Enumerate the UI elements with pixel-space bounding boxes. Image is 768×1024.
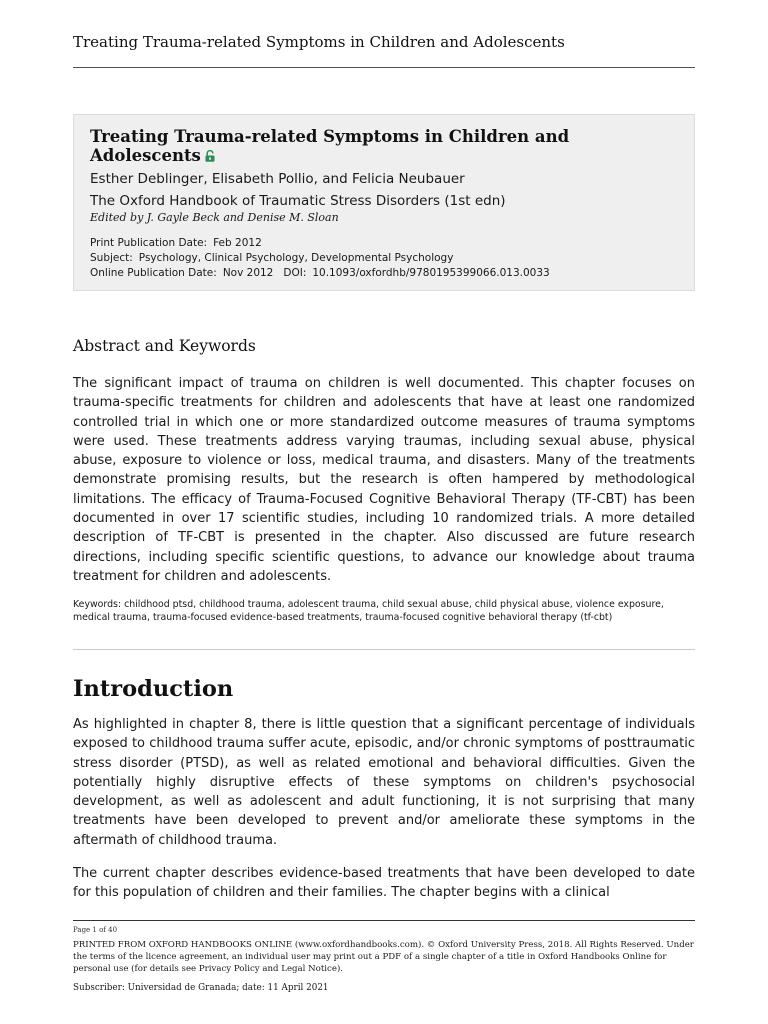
chapter-title	[90, 127, 650, 165]
subscriber-info: Subscriber: Universidad de Granada; date: 11 April 2021	[73, 983, 329, 993]
online-pub-value: Nov 2012	[222, 267, 274, 279]
subject-label: Subject:	[90, 252, 133, 264]
introduction-paragraph-2: The current chapter describes evidence-based treatments that have been developed to date for this population of children and their families. The chapter begins with a clinical	[73, 866, 695, 901]
footer-divider	[73, 920, 695, 921]
abstract-heading: Abstract and Keywords	[73, 337, 256, 355]
header-divider	[73, 67, 695, 68]
chapter-metadata-box	[73, 114, 695, 291]
print-notice: PRINTED FROM OXFORD HANDBOOKS ONLINE (www.oxfordhandbooks.com). © Oxford University Press, 2018. All Rights Reserved. Under the terms of the licence agreement, an individual user may print out a PDF of a single chapter of a title in Oxford Handbooks Online for personal use (for details see Privacy Policy and Legal Notice).	[73, 940, 694, 974]
chapter-authors: Esther Deblinger, Elisabeth Pollio, and Felicia Neubauer	[90, 171, 465, 187]
introduction-paragraph-1: As highlighted in chapter 8, there is little question that a significant percentage of individuals exposed to childhood trauma suffer acute, episodic, and/or chronic symptoms of posttraumatic stress disorder (PTSD), as well as related emotional and behavioral difficulties. Given the potentially highly disruptive effects of these symptoms on children's psychosocial development, as well as adolescent and adult functioning, it is not surprising that many treatments have been developed to prevent and/or ameliorate these symptoms in the aftermath of childhood trauma.	[73, 717, 695, 848]
introduction-heading: Introduction	[73, 676, 234, 702]
running-head: Treating Trauma-related Symptoms in Children and Adolescents	[73, 33, 565, 51]
keywords-list: childhood ptsd, childhood trauma, adolescent trauma, child sexual abuse, child physical abuse, violence exposure, medical trauma, trauma-focused evidence-based treatments, trauma-focused cognitive behavioral therapy (tf-cbt)	[73, 599, 664, 624]
book-editors: Edited by J. Gayle Beck and Denise M. Sloan	[90, 211, 339, 224]
doi-label: DOI:	[283, 267, 307, 279]
keywords-divider	[73, 649, 695, 650]
doi-value[interactable]: 10.1093/oxfordhb/9780195399066.013.0033	[312, 267, 550, 279]
publication-info	[90, 236, 678, 281]
keywords-label: Keywords:	[73, 599, 122, 610]
abstract-text: The significant impact of trauma on children is well documented. This chapter focuses on trauma-specific treatments for children and adolescents that have at least one randomized controlled trial in which one or more standardized outcome measures of trauma symptoms were used. These treatments address varying traumas, including sexual abuse, physical abuse, exposure to violence or loss, medical trauma, and disasters. Many of the treatments demonstrate promising results, but the research is often hampered by methodological limitations. The efficacy of Trauma-Focused Cognitive Behavioral Therapy (TF-CBT) has been documented in over 17 scientific studies, including 10 randomized trials. A more detailed description of TF-CBT is presented in the chapter. Also discussed are future research directions, including specific scientific questions, to advance our knowledge about trauma treatment for children and adolescents.	[73, 376, 695, 584]
book-title: The Oxford Handbook of Traumatic Stress Disorders (1st edn)	[90, 193, 506, 209]
subject-value: Psychology, Clinical Psychology, Developmental Psychology	[138, 252, 454, 264]
page-number: Page 1 of 40	[73, 926, 118, 934]
open-access-lock-icon	[205, 147, 215, 159]
online-pub-label: Online Publication Date:	[90, 267, 217, 279]
chapter-title-text: Treating Trauma-related Symptoms in Children and Adolescents	[90, 127, 570, 165]
print-pub-label: Print Publication Date:	[90, 237, 208, 249]
print-pub-value: Feb 2012	[213, 237, 262, 249]
keywords	[73, 598, 695, 625]
